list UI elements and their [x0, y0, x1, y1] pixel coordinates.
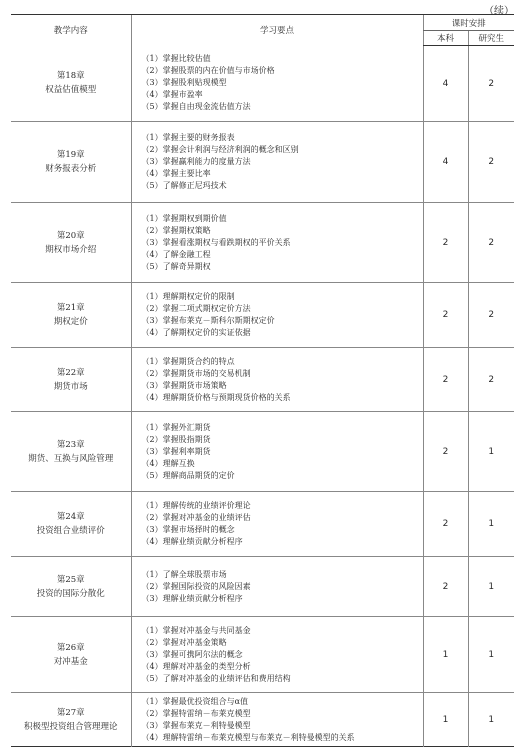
learning-point: （2）掌握对冲基金的业绩评估 [141, 513, 251, 522]
learning-point: （2）掌握股指期货 [141, 434, 211, 444]
points-cell [131, 46, 423, 122]
chapter-cell [11, 203, 131, 283]
chapter-number: 第26章 [56, 642, 85, 653]
chapter-title: 权益估值模型 [45, 85, 97, 96]
header-content: 教学内容 [11, 15, 131, 46]
graduate-hours: 2 [468, 46, 514, 122]
learning-point: （3）理解业绩贡献分析程序 [141, 593, 243, 603]
points-cell [131, 412, 423, 492]
chapter-title: 财务报表分析 [45, 164, 97, 174]
chapter-number: 第22章 [56, 367, 85, 378]
learning-point: （2）掌握会计利润与经济利润的概念和区别 [141, 145, 299, 154]
chapter-title: 期货、互换与风险管理 [28, 453, 114, 464]
undergrad-hours: 2 [423, 348, 468, 412]
learning-point: （3）掌握股利贴现模型 [141, 78, 227, 88]
table-row [11, 693, 514, 747]
learning-point: （5）了解修正尼玛技术 [141, 181, 227, 190]
learning-point: （2）掌握二项式期权定价方法 [141, 304, 251, 313]
learning-point: （3）掌握布莱克－利特曼模型 [141, 720, 251, 730]
table-row [11, 122, 514, 203]
undergrad-hours: 2 [423, 412, 468, 492]
points-cell [131, 348, 423, 412]
chapter-number: 第27章 [56, 707, 85, 718]
learning-point: （1）掌握对冲基金与共同基金 [141, 625, 251, 635]
syllabus-table [11, 14, 514, 747]
learning-point: （3）掌握利率期货 [141, 446, 211, 456]
learning-point: （1）理解传统的业绩评价理论 [141, 501, 251, 510]
learning-point: （2）掌握对冲基金策略 [141, 637, 227, 647]
points-cell [131, 492, 423, 557]
graduate-hours: 1 [468, 693, 514, 747]
graduate-hours: 1 [468, 412, 514, 492]
table-row [11, 617, 514, 693]
table-row [11, 348, 514, 412]
chapter-cell [11, 348, 131, 412]
chapter-title: 期权定价 [53, 317, 88, 327]
chapter-cell [11, 617, 131, 693]
header-points: 学习要点 [131, 15, 423, 46]
learning-point: （1）了解全球股票市场 [141, 569, 227, 579]
chapter-title: 积极型投资组合管理理论 [23, 721, 118, 732]
learning-point: （4）理解业绩贡献分析程序 [141, 537, 243, 546]
header-undergrad: 本科 [423, 31, 468, 46]
header-graduate: 研究生 [468, 31, 514, 46]
learning-point: （2）掌握期货市场的交易机制 [141, 368, 251, 378]
undergrad-hours: 1 [423, 693, 468, 747]
graduate-hours: 2 [468, 348, 514, 412]
chapter-number: 第20章 [56, 230, 85, 241]
chapter-cell [11, 412, 131, 492]
learning-point: （4）理解对冲基金的类型分析 [141, 661, 251, 671]
learning-point: （1）掌握期权到期价值 [141, 213, 227, 223]
points-cell [131, 203, 423, 283]
graduate-hours: 2 [468, 203, 514, 283]
learning-point: （2）掌握特雷纳－布莱克模型 [141, 708, 251, 718]
learning-point: （4）理解期货价格与预期现货价格的关系 [141, 392, 291, 402]
points-cell [131, 693, 423, 747]
learning-point: （1）掌握比较估值 [141, 54, 211, 64]
chapter-number: 第19章 [56, 150, 85, 160]
chapter-title: 期权市场介绍 [45, 244, 97, 255]
learning-point: （3）掌握市场择时的概念 [141, 525, 235, 534]
learning-point: （2）掌握国际投资的风险因素 [141, 581, 251, 591]
learning-point: （3）掌握期货市场策略 [141, 380, 227, 390]
chapter-number: 第25章 [56, 574, 85, 585]
learning-point: （4）了解金融工程 [141, 249, 211, 259]
chapter-title: 投资的国际分散化 [36, 588, 105, 599]
learning-point: （3）掌握赢利能力的度量方法 [141, 157, 251, 166]
points-cell [131, 557, 423, 617]
graduate-hours: 1 [468, 617, 514, 693]
table-row [11, 557, 514, 617]
points-cell [131, 283, 423, 348]
table-row [11, 492, 514, 557]
learning-point: （4）掌握市盈率 [141, 90, 203, 100]
graduate-hours: 2 [468, 283, 514, 348]
chapter-number: 第23章 [56, 439, 85, 450]
graduate-hours: 1 [468, 557, 514, 617]
learning-point: （2）掌握股票的内在价值与市场价格 [141, 66, 275, 76]
table-row [11, 412, 514, 492]
learning-point: （1）掌握主要的财务报表 [141, 133, 235, 142]
chapter-cell [11, 122, 131, 203]
points-cell [131, 122, 423, 203]
chapter-cell [11, 693, 131, 747]
table-row [11, 203, 514, 283]
learning-point: （5）了解对冲基金的业绩评估和费用结构 [141, 673, 291, 683]
learning-point: （2）掌握期权策略 [141, 225, 211, 235]
table-row [11, 46, 514, 122]
chapter-number: 第24章 [56, 512, 85, 522]
points-cell [131, 617, 423, 693]
learning-point: （4）了解期权定价的实证依据 [141, 328, 251, 337]
undergrad-hours: 1 [423, 617, 468, 693]
learning-point: （1）掌握期货合约的特点 [141, 356, 235, 366]
learning-point: （1）理解期权定价的限制 [141, 292, 235, 301]
undergrad-hours: 2 [423, 203, 468, 283]
learning-point: （3）掌握可携阿尔法的概念 [141, 649, 243, 659]
chapter-title: 对冲基金 [53, 656, 88, 667]
chapter-cell [11, 283, 131, 348]
header-schedule: 课时安排 [423, 15, 514, 31]
graduate-hours: 2 [468, 122, 514, 203]
learning-point: （4）理解特雷纳－布莱克模型与布莱克－利特曼模型的关系 [141, 732, 355, 742]
learning-point: （3）掌握看涨期权与看跌期权的平价关系 [141, 237, 291, 247]
chapter-number: 第18章 [56, 71, 85, 82]
undergrad-hours: 2 [423, 283, 468, 348]
chapter-title: 投资组合业绩评价 [36, 526, 105, 536]
undergrad-hours: 4 [423, 122, 468, 203]
chapter-cell [11, 46, 131, 122]
table-row [11, 283, 514, 348]
undergrad-hours: 2 [423, 557, 468, 617]
learning-point: （5）理解商品期货的定价 [141, 470, 235, 480]
undergrad-hours: 4 [423, 46, 468, 122]
learning-point: （1）掌握最优投资组合与α值 [141, 696, 248, 706]
graduate-hours: 1 [468, 492, 514, 557]
continued-label: （续） [484, 6, 514, 17]
chapter-cell [11, 557, 131, 617]
chapter-cell [11, 492, 131, 557]
learning-point: （5）掌握自由现金流估值方法 [141, 102, 251, 112]
learning-point: （4）掌握主要比率 [141, 169, 211, 178]
learning-point: （1）掌握外汇期货 [141, 422, 211, 432]
undergrad-hours: 2 [423, 492, 468, 557]
chapter-title: 期货市场 [53, 381, 88, 392]
learning-point: （4）理解互换 [141, 458, 195, 468]
learning-point: （5）了解奇异期权 [141, 261, 211, 271]
learning-point: （3）掌握布莱克－斯科尔斯期权定价 [141, 316, 275, 325]
chapter-number: 第21章 [56, 303, 85, 313]
